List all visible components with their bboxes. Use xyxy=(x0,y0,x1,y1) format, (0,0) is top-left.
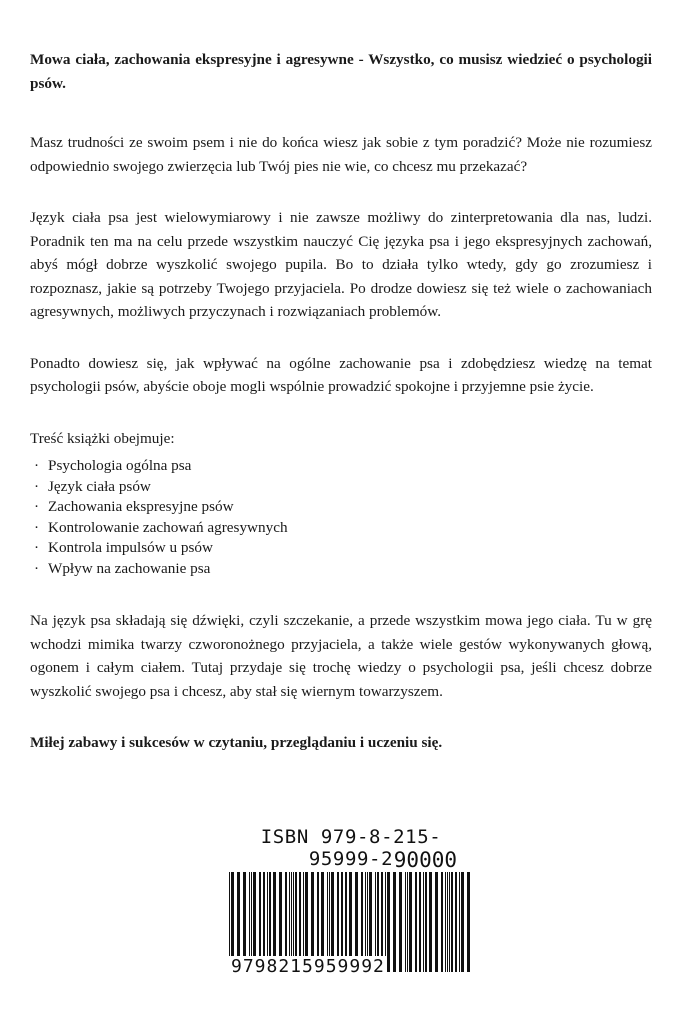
isbn-barcode xyxy=(227,826,475,990)
barcode-bar xyxy=(393,872,396,972)
barcode-bar xyxy=(423,872,424,972)
contents-heading: Treść książki obejmuje: xyxy=(30,429,175,447)
closing-line: Miłej zabawy i sukcesów w czytaniu, przeglądaniu i uczeniu się. xyxy=(30,734,443,751)
list-item: · Psychologia ogólna psa xyxy=(34,456,652,477)
list-item: · Zachowania ekspresyjne psów xyxy=(34,497,652,518)
body-paragraph-2: Ponadto dowiesz się, jak wpływać na ogólne zachowanie psa i zdobędziesz wiedzę na temat psychologii psów, abyście oboje mogli wspólnie prowadzić spokojne i przyjemne psie życie. xyxy=(30,354,652,395)
list-item: · Wpływ na zachowanie psa xyxy=(34,559,652,580)
bullet-icon: · xyxy=(34,518,40,536)
bullet-icon: · xyxy=(34,539,40,556)
book-title: Mowa ciała, zachowania ekspresyjne i agresywne - Wszystko, co musisz wiedzieć o psychologii psów. xyxy=(30,51,652,92)
body-paragraph-1: Język ciała psa jest wielowymiarowy i nie zawsze możliwy do zinterpretowania dla nas, ludzi. Poradnik ten ma na celu przede wszystkim nauczyć Cię języka psa i jego ekspresyjnych zachowań, abyś mógł dobrze wyszkolić swojego pupila. Bo to działa tylko wtedy, gdy go zrozumiesz i rozpoznasz, jakie są potrzeby Twojego przyjaciela. Po drodze dowiesz się też wiele o zachowaniach agresywnych, możliwych przyczynach i rozwiązaniach problemów. xyxy=(30,209,652,320)
back-cover-text xyxy=(30,48,652,783)
barcode-bar xyxy=(419,872,421,972)
barcode-bar xyxy=(455,872,457,972)
barcode-bar xyxy=(405,872,406,972)
barcode-bar xyxy=(449,872,450,972)
barcode-bar xyxy=(425,872,427,972)
contents-list xyxy=(30,456,652,579)
barcode-bar xyxy=(429,872,432,972)
barcode-digits: 9798215959992 xyxy=(231,956,385,977)
body-paragraph-3: Na język psa składają się dźwięki, czyli szczekanie, a przede wszystkim mowa jego ciała. Tu w grę wchodzi mimika twarzy czworonożnego przyjaciela, a także wiele gestów wykonywanych głową, ogonem i całym ciałem. Tutaj przydaje się trochę wiedzy o psychologii psa, jeśli chcesz dobrze wyszkolić swojego psa i chcesz, aby stał się wiernym towarzyszem. xyxy=(30,612,652,700)
bullet-icon: · xyxy=(34,457,40,474)
barcode-bar xyxy=(445,872,446,972)
barcode-bar xyxy=(409,872,412,972)
barcode-bar xyxy=(467,872,470,972)
bullet-icon: · xyxy=(34,477,40,495)
barcode-bar xyxy=(387,872,390,972)
barcode-bar xyxy=(399,872,402,972)
list-item: · Kontrolowanie zachowań agresywnych xyxy=(34,518,652,539)
barcode-bar xyxy=(451,872,453,972)
barcode-bar xyxy=(461,872,464,972)
barcode-bar xyxy=(435,872,438,972)
list-item: · Kontrola impulsów u psów xyxy=(34,538,652,559)
barcode-bar xyxy=(447,872,448,972)
price-code: 90000 xyxy=(393,848,457,872)
barcode-bar xyxy=(415,872,417,972)
list-item: · Język ciała psów xyxy=(34,477,652,498)
intro-paragraph: Masz trudności ze swoim psem i nie do końca wiesz jak sobie z tym poradzić? Może nie rozumiesz odpowiednio swojego zwierzęcia lub Twój pies nie wie, co chcesz mu przekazać? xyxy=(30,134,652,175)
bullet-icon: · xyxy=(34,498,40,515)
barcode-bar xyxy=(441,872,443,972)
barcode-bar xyxy=(407,872,408,972)
barcode-bar xyxy=(459,872,460,972)
isbn-label: ISBN 979-8-215-95999-2 xyxy=(260,826,442,870)
bullet-icon: · xyxy=(34,559,40,577)
